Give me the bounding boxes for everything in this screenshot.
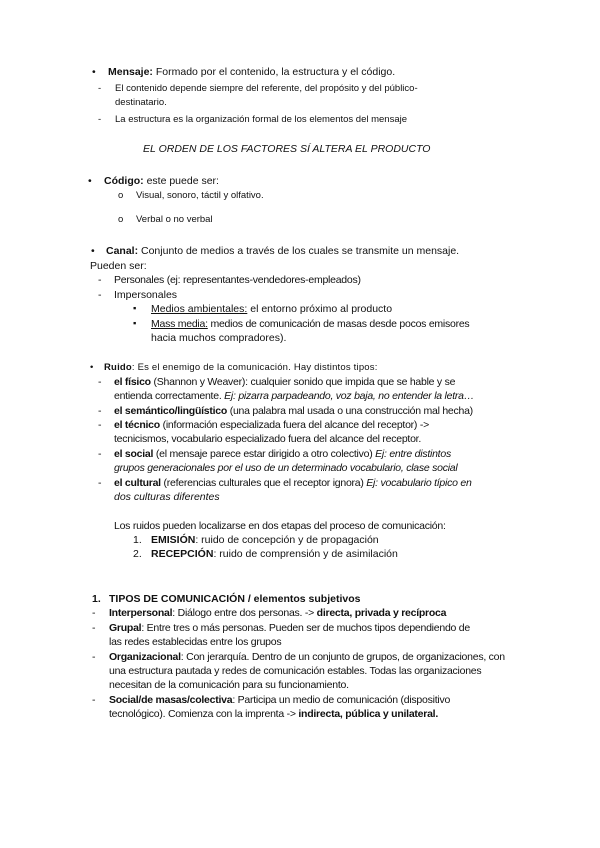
- codigo-option-2: Verbal o no verbal: [136, 214, 213, 225]
- ruido-recepcion: [151, 547, 398, 561]
- ruido-social-label: el social: [114, 448, 154, 460]
- tipos-interpersonal-bold: directa, privada y recíproca: [316, 607, 447, 619]
- tipos-interpersonal-label: Interpersonal: [109, 607, 173, 619]
- tipos-organizacional-text: : Con jerarquía. Dentro de un conjunto de grupos, de organizaciones, con: [180, 651, 505, 663]
- bullet: •: [92, 66, 96, 78]
- dash: -: [98, 448, 102, 460]
- ruido-social-example2: grupos generacionales por el uso de un determinado vocabulario, clase social: [114, 462, 458, 474]
- circle-marker: o: [118, 190, 124, 201]
- ruido-recepcion-label: RECEPCIÓN: [151, 548, 214, 560]
- mensaje-sub1-b: destinatario.: [115, 97, 167, 108]
- dash: -: [92, 651, 96, 663]
- ruido-etapas-intro: Los ruidos pueden localizarse en dos etapas del proceso de comunicación:: [114, 520, 446, 532]
- tipos-grupal-line2: las redes establecidas entre los grupos: [109, 636, 282, 648]
- codigo-item: [104, 174, 219, 188]
- ruido-definition: : Es el enemigo de la comunicación. Hay distintos tipos:: [131, 362, 378, 373]
- ruido-fisico: [114, 375, 455, 389]
- ruido-cultural-example: Ej: vocabulario típico en: [363, 477, 472, 489]
- dash: -: [98, 376, 102, 388]
- ruido-fisico-example: Ej: pizarra parpadeando, voz baja, no entender la letra…: [221, 390, 474, 402]
- canal-mass: [151, 317, 469, 331]
- tipos-interpersonal-text: : Diálogo entre dos personas. ->: [172, 607, 317, 619]
- canal-medios-label: Medios ambientales:: [151, 303, 248, 315]
- ruido-recepcion-text: : ruido de comprensión y de asimilación: [213, 548, 398, 560]
- ruido-semantico-label: el semántico/lingüístico: [114, 405, 228, 417]
- mensaje-heading: EL ORDEN DE LOS FACTORES SÍ ALTERA EL PRODUCTO: [143, 143, 431, 155]
- ruido-fisico-text: (Shannon y Weaver): cualquier sonido que impida que se hable y se: [150, 376, 456, 388]
- tipos-social-bold: indirecta, pública y unilateral.: [298, 708, 439, 720]
- mensaje-sub2: La estructura es la organización formal de los elementos del mensaje: [115, 114, 408, 125]
- bullet: •: [90, 362, 94, 373]
- tipos-social-label: Social/de masas/colectiva: [109, 694, 233, 706]
- tipos-organizacional-line3: necesitan de la comunicación para su funcionamiento.: [109, 679, 349, 691]
- dash: -: [92, 622, 96, 634]
- canal-mass-text-b: hacia muchos compradores).: [151, 332, 287, 344]
- bullet: •: [88, 175, 92, 187]
- ruido-social-text: (el mensaje parece estar dirigido a otro colectivo): [153, 448, 373, 460]
- tipos-number: 1.: [92, 593, 101, 605]
- tipos-grupal: [109, 621, 470, 635]
- ruido-semantico-text: (una palabra mal usada o una construcción mal hecha): [227, 405, 473, 417]
- ruido-fisico-line2: [114, 389, 474, 403]
- codigo-term: Código:: [104, 175, 144, 187]
- dash: -: [98, 114, 102, 125]
- mensaje-sub1-a: El contenido depende siempre del referente, del propósito y del público-: [115, 83, 418, 94]
- canal-mass-label: Mass media:: [151, 318, 208, 330]
- tipos-social-text2: tecnológico). Comienza con la imprenta ->: [109, 708, 299, 720]
- mensaje-definition: Formado por el contenido, la estructura y el código.: [152, 66, 396, 78]
- list-number: 1.: [133, 534, 142, 546]
- canal-item: [106, 244, 459, 258]
- ruido-fisico-text2: entienda correctamente.: [114, 390, 222, 402]
- square-bullet: ▪: [133, 303, 137, 314]
- mensaje-term: Mensaje:: [108, 66, 153, 78]
- canal-medios: [151, 302, 392, 316]
- ruido-tecnico: [114, 418, 429, 432]
- ruido-tecnico-text: (información especializada fuera del alcance del receptor) ->: [159, 419, 429, 431]
- ruido-social-example: Ej: entre distintos: [372, 448, 451, 460]
- circle-marker: o: [118, 214, 124, 225]
- dash: -: [98, 477, 102, 489]
- ruido-fisico-label: el físico: [114, 376, 151, 388]
- tipos-social-line2: [109, 707, 438, 721]
- canal-term: Canal:: [106, 245, 139, 257]
- list-number: 2.: [133, 548, 142, 560]
- ruido-tecnico-label: el técnico: [114, 419, 160, 431]
- dash: -: [98, 289, 102, 301]
- codigo-option-1: Visual, sonoro, táctil y olfativo.: [136, 190, 264, 201]
- ruido-cultural-label: el cultural: [114, 477, 161, 489]
- canal-mass-text: medios de comunicación de masas desde pocos emisores: [207, 318, 470, 330]
- tipos-organizacional: [109, 650, 505, 664]
- canal-pueden: Pueden ser:: [90, 260, 147, 272]
- tipos-social: [109, 693, 450, 707]
- ruido-semantico: [114, 404, 473, 418]
- tipos-grupal-label: Grupal: [109, 622, 142, 634]
- codigo-definition: este puede ser:: [143, 175, 219, 187]
- ruido-cultural-example2: dos culturas diferentes: [114, 491, 220, 503]
- tipos-heading: TIPOS DE COMUNICACIÓN / elementos subjetivos: [109, 593, 361, 605]
- ruido-emision-text: : ruido de concepción y de propagación: [195, 534, 379, 546]
- ruido-emision: [151, 533, 379, 547]
- mensaje-item: [108, 65, 395, 79]
- ruido-cultural-text: (referencias culturales que el receptor ignora): [160, 477, 364, 489]
- canal-medios-text: el entorno próximo al producto: [247, 303, 393, 315]
- canal-personales: Personales (ej: representantes-vendedores-empleados): [114, 274, 361, 286]
- tipos-interpersonal: [109, 606, 446, 620]
- tipos-social-text: : Participa un medio de comunicación (dispositivo: [232, 694, 451, 706]
- dash: -: [92, 607, 96, 619]
- ruido-emision-label: EMISIÓN: [151, 534, 196, 546]
- canal-impersonales: Impersonales: [114, 289, 178, 301]
- dash: -: [98, 83, 102, 94]
- tipos-organizacional-label: Organizacional: [109, 651, 181, 663]
- ruido-cultural: [114, 476, 472, 490]
- square-bullet: ▪: [133, 318, 137, 329]
- ruido-item: [104, 361, 378, 375]
- tipos-organizacional-line2: una estructura pautada y redes de comunicación estables. Todas las organizaciones: [109, 665, 482, 677]
- bullet: •: [91, 245, 95, 257]
- tipos-grupal-text: : Entre tres o más personas. Pueden ser de muchos tipos dependiendo de: [141, 622, 470, 634]
- ruido-tecnico-line2: tecnicismos, vocabulario especializado fuera del alcance del receptor.: [114, 433, 422, 445]
- dash: -: [98, 405, 102, 417]
- dash: -: [98, 419, 102, 431]
- ruido-social: [114, 447, 451, 461]
- canal-definition: Conjunto de medios a través de los cuales se transmite un mensaje.: [138, 245, 460, 257]
- ruido-term: Ruido: [104, 362, 132, 373]
- dash: -: [92, 694, 96, 706]
- dash: -: [98, 274, 102, 286]
